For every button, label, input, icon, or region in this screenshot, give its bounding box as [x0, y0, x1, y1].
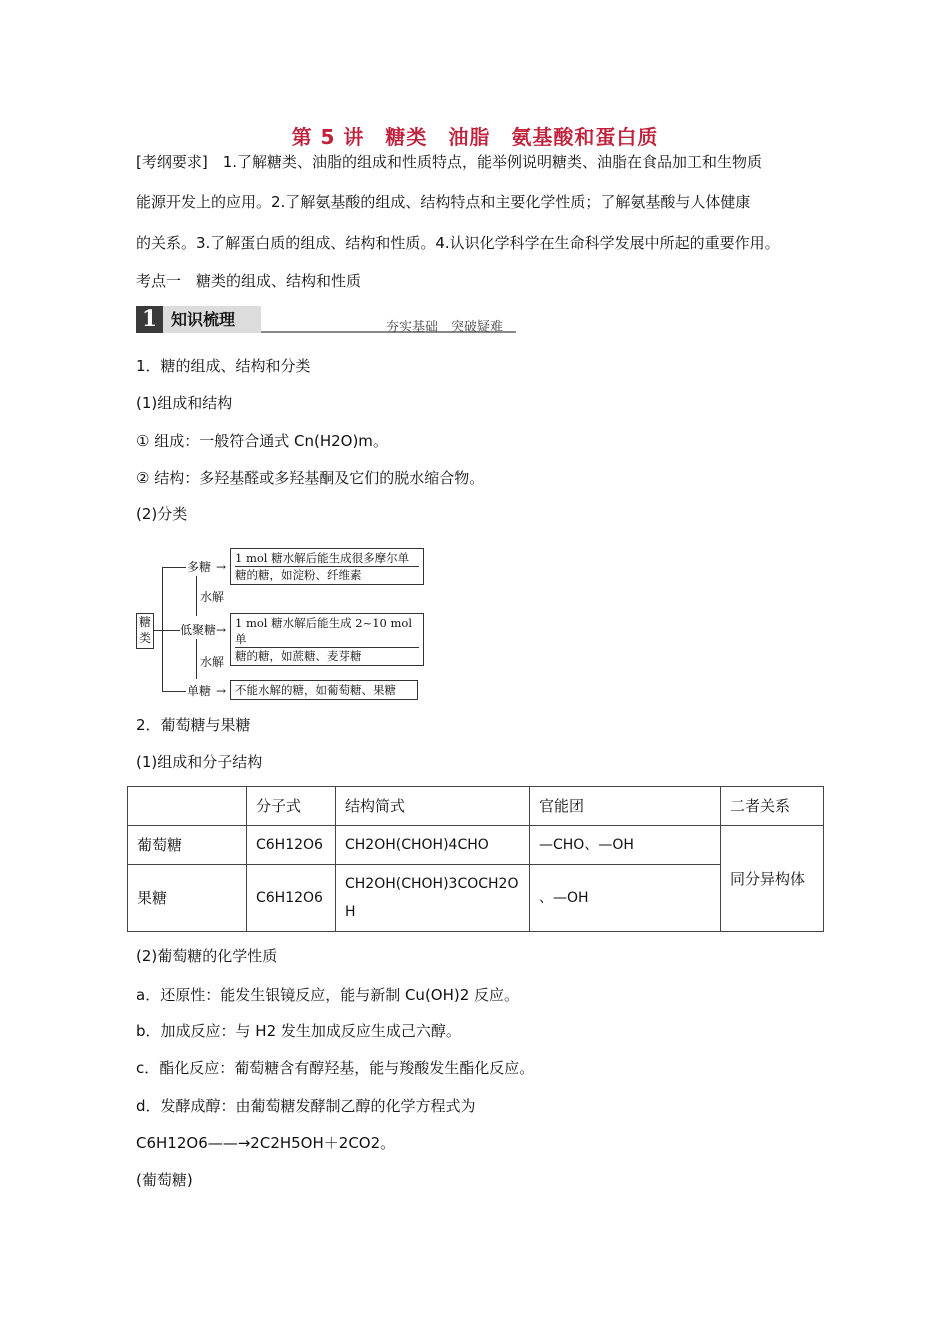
row-name: 果糖 — [128, 865, 247, 932]
sugar-classification-diagram — [136, 546, 436, 706]
table-header: 分子式 — [247, 787, 336, 826]
point1-sub1: (1)组成和结构 — [136, 394, 233, 412]
branch-mono — [162, 691, 186, 692]
oligo-desc-line-1: 1 mol 糖水解后能生成 2~10 mol 单 — [235, 615, 419, 648]
arrow-mono: → — [216, 684, 227, 698]
chem-item-b: b．加成反应：与 H2 发生加成反应生成己六醇。 — [136, 1022, 461, 1040]
mono-desc: 不能水解的糖，如葡萄糖、果糖 — [235, 683, 396, 697]
glucose-fructose-table — [127, 786, 824, 932]
chem-equation: C6H12O6——→2C2H5OH＋2CO2。 — [136, 1134, 396, 1152]
point2-heading: 2．葡萄糖与果糖 — [136, 716, 251, 734]
requirements-line-3: 的关系。3.了解蛋白质的组成、结构和性质。4.认识化学科学在生命科学发展中所起的重要作用。 — [136, 234, 780, 252]
chem-item-a: a．还原性：能发生银镜反应，能与新制 Cu(OH)2 反应。 — [136, 986, 520, 1004]
requirements-line-1: [考纲要求] 1.了解糖类、油脂的组成和性质特点，能举例说明糖类、油脂在食品加工和生物质 — [136, 153, 763, 171]
oligo-desc-line-2: 糖的糖，如蔗糖、麦芽糖 — [235, 649, 362, 663]
hydrolysis-label-2: 水解 — [200, 655, 225, 669]
point1-item1: ① 组成：一般符合通式 Cn(H2O)m。 — [136, 432, 388, 450]
chem-note: (葡萄糖) — [136, 1171, 193, 1189]
node-monosaccharide: 单糖 — [187, 684, 212, 698]
arrow-oligo: → — [216, 623, 227, 637]
table-header: 结构简式 — [336, 787, 530, 826]
point1-heading: 1．糖的组成、结构和分类 — [136, 357, 311, 375]
banner-number: 1 — [136, 306, 163, 333]
chem-item-d: d．发酵成醇：由葡萄糖发酵制乙醇的化学方程式为 — [136, 1097, 476, 1115]
page-title: 第 5 讲 糖类 油脂 氨基酸和蛋白质 — [291, 125, 659, 149]
row-name: 葡萄糖 — [128, 826, 247, 865]
section-banner — [136, 306, 516, 334]
table-header — [128, 787, 247, 826]
table-header: 官能团 — [530, 787, 721, 826]
diagram-root: 糖类 — [136, 613, 154, 649]
arrow-poly: → — [216, 560, 227, 574]
row-formula: C6H12O6 — [247, 826, 336, 865]
node-oligosaccharide: 低聚糖 — [180, 623, 217, 637]
hydrolysis-arrow-1 — [196, 576, 197, 616]
row-structure — [336, 865, 530, 932]
row-groups: 、—OH — [530, 865, 721, 932]
poly-desc-line-2: 糖的糖，如淀粉、纤维素 — [235, 568, 362, 582]
poly-desc-line-1: 1 mol 糖水解后能生成很多摩尔单 — [235, 550, 419, 567]
table-row — [128, 865, 824, 932]
table-row — [128, 826, 824, 865]
section-title: 考点一 糖类的组成、结构和性质 — [136, 272, 362, 290]
point1-item2: ② 结构：多羟基醛或多羟基酮及它们的脱水缩合物。 — [136, 469, 485, 487]
diagram-trunk — [162, 567, 163, 691]
hydrolysis-arrow-2 — [196, 639, 197, 679]
banner-slogan: 夯实基础 突破疑难 — [386, 320, 504, 335]
structure-line-1: CH2OH(CHOH)3COCH2O — [345, 876, 519, 892]
poly-description-box — [230, 548, 424, 585]
point1-sub2: (2)分类 — [136, 505, 188, 523]
banner-label: 知识梳理 — [163, 306, 261, 333]
row-formula: C6H12O6 — [247, 865, 336, 932]
hydrolysis-label-1: 水解 — [200, 590, 225, 604]
table-header: 二者关系 — [721, 787, 824, 826]
oligo-description-box — [230, 613, 424, 666]
requirements-line-2: 能源开发上的应用。2.了解氨基酸的组成、结构特点和主要化学性质；了解氨基酸与人体健康 — [136, 193, 751, 211]
root-connector — [154, 630, 162, 631]
chem-sub2: (2)葡萄糖的化学性质 — [136, 947, 278, 965]
row-groups: —CHO、—OH — [530, 826, 721, 865]
chem-item-c: c．酯化反应：葡萄糖含有醇羟基，能与羧酸发生酯化反应。 — [136, 1059, 535, 1077]
table-header-row — [128, 787, 824, 826]
point2-sub1: (1)组成和分子结构 — [136, 753, 263, 771]
relation-cell: 同分异构体 — [721, 826, 824, 932]
mono-description-box — [230, 680, 418, 700]
node-polysaccharide: 多糖 — [187, 560, 212, 574]
structure-line-2: H — [345, 904, 356, 920]
row-structure: CH2OH(CHOH)4CHO — [336, 826, 530, 865]
branch-poly — [162, 567, 186, 568]
branch-oligo — [162, 630, 180, 631]
